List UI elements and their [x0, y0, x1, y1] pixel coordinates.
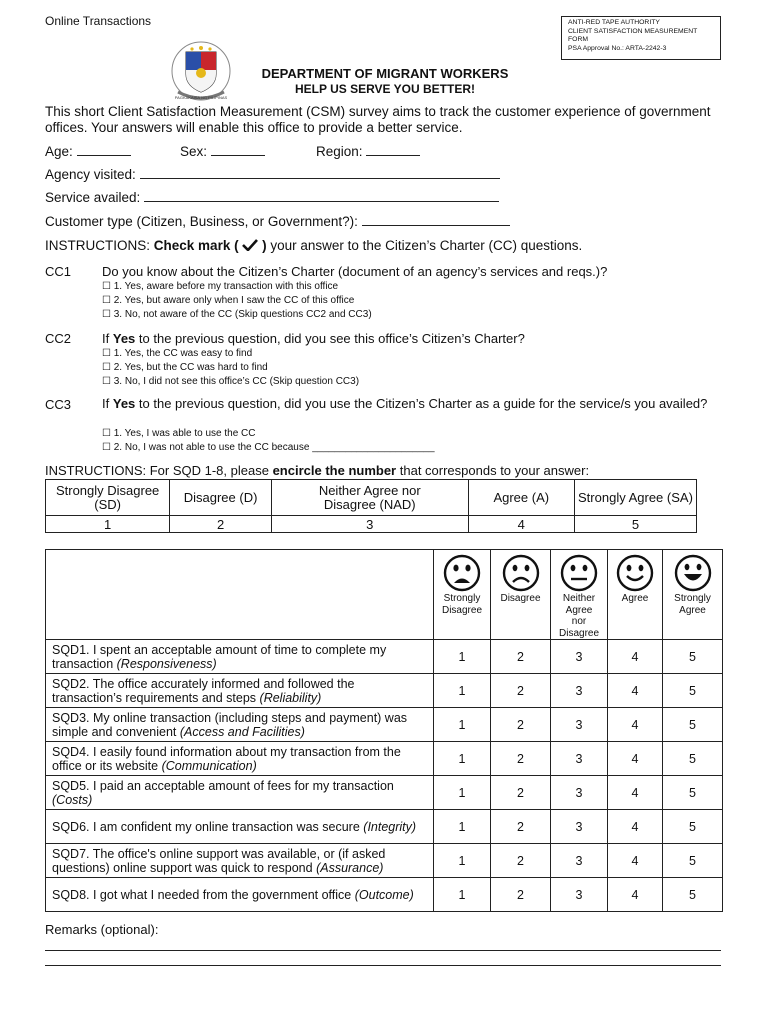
sqd-question: SQD3. My online transaction (including steps and payment) was simple and convenient (Access and Facilities)	[46, 708, 434, 742]
scale-label: Strongly Disagree (SD)	[46, 480, 170, 516]
neutral-face-icon	[559, 553, 599, 593]
instructions-bold: Check mark (	[153, 238, 239, 253]
sqd-question: SQD5. I paid an acceptable amount of fees for my transaction (Costs)	[46, 776, 434, 810]
sqd-rating-option[interactable]: 4	[608, 878, 663, 912]
sqd-header-row	[46, 550, 723, 640]
sqd-rating-option[interactable]: 5	[663, 674, 723, 708]
sqd-question: SQD8. I got what I needed from the government office (Outcome)	[46, 878, 434, 912]
cc1-option-3[interactable]: ☐ 3. No, not aware of the CC (Skip questions CC2 and CC3)	[102, 309, 372, 320]
sqd-rating-option[interactable]: 1	[434, 776, 491, 810]
sqd-table	[45, 549, 723, 912]
sqd-rating-option[interactable]: 5	[663, 708, 723, 742]
sad-face-icon	[501, 553, 541, 593]
sqd-question: SQD6. I am confident my online transaction was secure (Integrity)	[46, 810, 434, 844]
sqd-rating-option[interactable]: 4	[608, 810, 663, 844]
arta-line: CLIENT SATISFACTION MEASUREMENT	[568, 27, 698, 35]
sqd-rating-option[interactable]: 2	[491, 878, 551, 912]
scale-value: 2	[170, 516, 272, 533]
sqd-rating-option[interactable]: 2	[491, 776, 551, 810]
sex-field[interactable]	[180, 143, 265, 159]
happy-face-icon	[615, 553, 655, 593]
sqd-question: SQD2. The office accurately informed and followed the transaction’s requirements and steps (Reliability)	[46, 674, 434, 708]
sqd-rating-option[interactable]: 2	[491, 844, 551, 878]
sqd-rating-option[interactable]: 5	[663, 742, 723, 776]
sqd-rating-option[interactable]: 5	[663, 878, 723, 912]
header-strongly-disagree	[434, 550, 491, 640]
cc1-question: Do you know about the Citizen’s Charter (document of an agency’s services and reqs.)?	[102, 264, 608, 279]
instructions-suffix: your answer to the Citizen’s Charter (CC) questions.	[270, 238, 583, 253]
sqd-rating-option[interactable]: 1	[434, 674, 491, 708]
sqd-rating-option[interactable]: 3	[551, 708, 608, 742]
intro-paragraph: This short Client Satisfaction Measurement (CSM) survey aims to track the customer experience of government offices. Your answers will enable this office to provide a better service.	[45, 104, 711, 135]
sqd-rating-option[interactable]: 5	[663, 776, 723, 810]
instructions-bold-close: )	[262, 238, 267, 253]
sqd-instructions: INSTRUCTIONS: For SQD 1-8, please encircle the number that corresponds to your answer:	[45, 463, 590, 478]
region-label: Region:	[316, 144, 363, 159]
sqd-row	[46, 878, 723, 912]
sqd-rating-option[interactable]: 4	[608, 844, 663, 878]
sqd-rating-option[interactable]: 4	[608, 674, 663, 708]
check-mark-icon	[242, 239, 258, 251]
cc1-option-1[interactable]: ☐ 1. Yes, aware before my transaction with this office	[102, 281, 339, 292]
very-sad-face-icon	[442, 553, 482, 593]
face-label: Neither Agree nor Disagree	[559, 593, 600, 639]
remarks-line-1[interactable]	[45, 950, 721, 951]
age-field[interactable]	[45, 143, 131, 159]
cc2-option-2[interactable]: ☐ 2. Yes, but the CC was hard to find	[102, 362, 268, 373]
cc1-code: CC1	[45, 264, 72, 279]
customer-type-label: Customer type (Citizen, Business, or Government?):	[45, 214, 358, 229]
sqd-rating-option[interactable]: 3	[551, 844, 608, 878]
face-label: Strongly Agree	[674, 593, 711, 616]
sqd-rating-option[interactable]: 4	[608, 742, 663, 776]
cc3-option-2[interactable]: ☐ 2. No, I was not able to use the CC because ______________________	[102, 442, 435, 453]
sex-label: Sex:	[180, 144, 208, 159]
sqd-rating-option[interactable]: 2	[491, 742, 551, 776]
remarks-label: Remarks (optional):	[45, 922, 159, 937]
sqd-rating-option[interactable]: 4	[608, 640, 663, 674]
sqd-rating-option[interactable]: 3	[551, 674, 608, 708]
sqd-rating-option[interactable]: 2	[491, 640, 551, 674]
sqd-question: SQD4. I easily found information about my transaction from the office or its website (Communication)	[46, 742, 434, 776]
cc2-option-3[interactable]: ☐ 3. No, I did not see this office’s CC (Skip question CC3)	[102, 376, 360, 387]
scale-value: 1	[46, 516, 170, 533]
face-label: Strongly Disagree	[441, 593, 483, 616]
instructions-prefix: INSTRUCTIONS:	[45, 238, 151, 253]
service-availed-field[interactable]	[45, 189, 499, 205]
sqd-rating-option[interactable]: 3	[551, 878, 608, 912]
scale-value: 3	[271, 516, 468, 533]
tagline: HELP US SERVE YOU BETTER!	[294, 82, 476, 96]
scale-label: Disagree (D)	[170, 480, 272, 516]
rating-scale-table	[45, 479, 697, 533]
sqd-rating-option[interactable]: 4	[608, 776, 663, 810]
header-agree	[608, 550, 663, 640]
cc2-option-1[interactable]: ☐ 1. Yes, the CC was easy to find	[102, 348, 253, 359]
header-neutral	[551, 550, 608, 640]
sqd-row	[46, 742, 723, 776]
customer-type-field[interactable]	[45, 213, 510, 229]
region-field[interactable]	[316, 143, 420, 159]
sqd-rating-option[interactable]: 1	[434, 640, 491, 674]
sqd-rating-option[interactable]: 4	[608, 708, 663, 742]
very-happy-face-icon	[673, 553, 713, 593]
svg-text:PAGKAKAISA NG PILIPINAS: PAGKAKAISA NG PILIPINAS	[174, 95, 228, 100]
sqd-rating-option[interactable]: 3	[551, 776, 608, 810]
sqd-row	[46, 776, 723, 810]
doc-type-label: Online Transactions	[45, 14, 152, 28]
cc3-question: If Yes to the previous question, did you use the Citizen’s Charter as a guide for the service/s you availed?	[102, 396, 708, 411]
arta-info-box	[561, 16, 721, 60]
sqd-rating-option[interactable]: 3	[551, 810, 608, 844]
sqd-rating-option[interactable]: 2	[491, 708, 551, 742]
scale-label: Agree (A)	[468, 480, 574, 516]
sqd-rating-option[interactable]: 1	[434, 742, 491, 776]
scale-value: 4	[468, 516, 574, 533]
cc-instructions	[45, 238, 582, 253]
sqd-row	[46, 844, 723, 878]
arta-line: ANTI-RED TAPE AUTHORITY	[568, 19, 660, 26]
sqd-rating-option[interactable]: 5	[663, 810, 723, 844]
sqd-row	[46, 640, 723, 674]
agency-visited-field[interactable]	[45, 166, 500, 182]
remarks-line-2[interactable]	[45, 965, 721, 966]
sqd-rating-option[interactable]: 5	[663, 844, 723, 878]
cc2-question: If Yes to the previous question, did you see this office’s Citizen’s Charter?	[102, 331, 525, 346]
sqd-row	[46, 674, 723, 708]
sqd-rating-option[interactable]: 1	[434, 878, 491, 912]
scale-value: 5	[574, 516, 696, 533]
sqd-row	[46, 810, 723, 844]
sqd-header-blank	[46, 550, 434, 640]
sqd-rating-option[interactable]: 2	[491, 810, 551, 844]
header-disagree	[491, 550, 551, 640]
department-title: DEPARTMENT OF MIGRANT WORKERS	[261, 66, 509, 81]
age-label: Age:	[45, 144, 73, 159]
scale-label: Strongly Agree (SA)	[574, 480, 696, 516]
arta-line: PSA Approval No.: ARTA-2242-3	[568, 44, 667, 52]
sqd-rating-option[interactable]: 3	[551, 640, 608, 674]
face-label: Disagree	[500, 593, 541, 604]
cc3-option-1[interactable]: ☐ 1. Yes, I was able to use the CC	[102, 428, 256, 439]
sqd-question: SQD1. I spent an acceptable amount of time to complete my transaction (Responsiveness)	[46, 640, 434, 674]
sqd-question: SQD7. The office's online support was available, or (if asked questions) online support was quick to respond (Assurance)	[46, 844, 434, 878]
sqd-row	[46, 708, 723, 742]
cc2-code: CC2	[45, 331, 72, 346]
cc3-code: CC3	[45, 397, 72, 412]
sqd-rating-option[interactable]: 1	[434, 810, 491, 844]
sqd-rating-option[interactable]: 1	[434, 844, 491, 878]
agency-seal-logo	[170, 40, 232, 102]
header-strongly-agree	[663, 550, 723, 640]
cc1-option-2[interactable]: ☐ 2. Yes, but aware only when I saw the CC of this office	[102, 295, 355, 306]
face-label: Agree	[621, 593, 649, 604]
sqd-rating-option[interactable]: 1	[434, 708, 491, 742]
agency-label: Agency visited:	[45, 167, 136, 182]
sqd-rating-option[interactable]: 2	[491, 674, 551, 708]
sqd-rating-option[interactable]: 3	[551, 742, 608, 776]
sqd-rating-option[interactable]: 5	[663, 640, 723, 674]
scale-label: Neither Agree nor Disagree (NAD)	[271, 480, 468, 516]
service-label: Service availed:	[45, 190, 141, 205]
arta-line: FORM	[568, 36, 589, 43]
